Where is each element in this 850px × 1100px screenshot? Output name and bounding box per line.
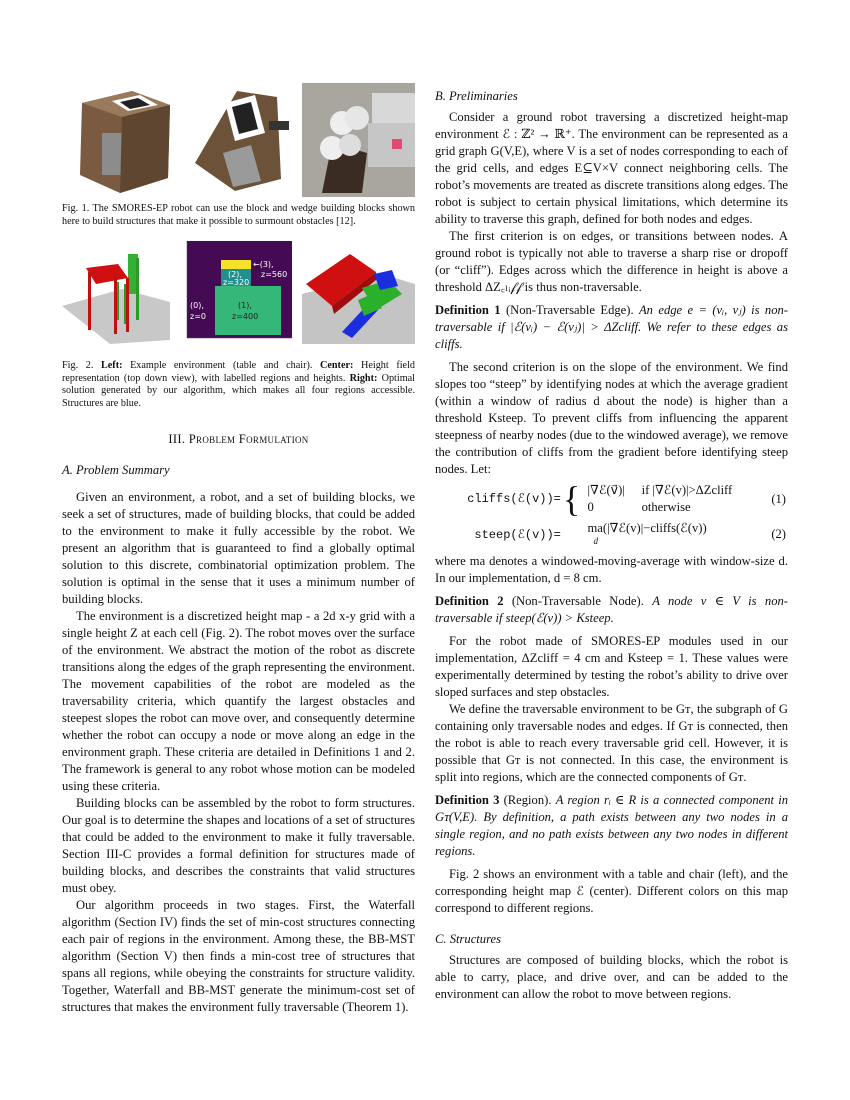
definition-title: (Non-Traversable Node).	[503, 594, 653, 608]
fig2-environment-render	[62, 238, 170, 350]
wedge-image	[185, 83, 297, 197]
paragraph: Structures are composed of building blocks, which the robot is able to carry, place, and drive over, and can be added to the environment can allow the robot to move between regions.	[435, 953, 788, 1001]
paragraph: For the robot made of SMORES-EP modules used in our implementation, ΔZcliff = 4 cm and Ksteep = 1. These values were experimentally determined by testing the robot’s ability to drive over sloped surfaces and step obstacles.	[435, 634, 788, 699]
definition-label: Definition 3	[435, 793, 500, 807]
fig1-images	[62, 83, 415, 197]
paragraph: Fig. 2 shows an environment with a table and chair (left), and the corresponding height map ℰ (center). Different colors on this map correspond to different regions.	[435, 867, 788, 915]
region1-height: z=400	[232, 312, 259, 322]
region0-label: (0),	[190, 301, 204, 311]
paragraph: We define the traversable environment to be Gᴛ, the subgraph of G containing only traversable nodes and edges. If Gᴛ is connected, then the robot is able to reach every traversable grid cell. However, it is possible that Gᴛ is not connected. In this case, the environment is split into regions, which are the connected components of Gᴛ.	[435, 702, 788, 784]
definition-2	[435, 593, 788, 627]
equation-1	[435, 482, 788, 499]
right-column	[435, 88, 788, 1003]
region3-height: z=560	[261, 270, 288, 280]
caption-center-text: Height field representation (top down view), with labelled regions and heights.	[62, 360, 415, 384]
eq2-subscript: d	[593, 536, 599, 546]
fig1-robot-photo	[302, 83, 415, 197]
paragraph: Given an environment, a robot, and a set of building blocks, we seek a set of structures, made of building blocks, that could be added to the environment to make it fully accessible by the robot. We present an algorithm that is guaranteed to find a globally optimal solution to this discrete, combinatorial optimization problem. The solution is optimal in the sense that it uses a minimum number of building blocks.	[62, 489, 415, 606]
fig1-block-photo	[62, 83, 179, 197]
paragraph: The second criterion is on the slope of the environment. We find slopes too “steep” by identifying nodes at which the average gradient (within a window of radius d about the node) is higher than a threshold Ksteep. To prevent cliffs from influencing the apparent steepness of nearby nodes (due to the windowed average), we remove the contribution of cliffs from the gradient before identifying steep nodes. Let:	[435, 360, 788, 476]
caption-right-text: Optimal solution generated by our algorithm, which makes all four regions accessible. Structures are blue.	[62, 372, 415, 409]
fig2-caption	[62, 360, 415, 410]
fig2-images	[62, 238, 415, 350]
region2-label: (2),	[228, 270, 242, 280]
eq1-lhs: cliffs(ℰ(v))=	[467, 492, 561, 506]
caption-right-label: Right:	[349, 372, 378, 384]
region1-label: (1),	[238, 301, 252, 311]
paragraph: Consider a ground robot traversing a discretized height-map environment ℰ : ℤ² → ℝ⁺. The environment can be represented as a grid graph G(V,E), where V is a set of nodes corresponding to each of the grid cells, and edges E⊆V×V connect neighboring cells. The robot’s movements are treated as discrete transitions along edges. The robot is subject to certain physical limitations, which determine its ability to traverse this graph, defined for both nodes and edges.	[435, 110, 788, 226]
eq1-cond1: if |∇ℰ(v)|>ΔZcliff	[641, 483, 733, 497]
definition-3	[435, 792, 788, 860]
eq2-rhs: ma(|∇ℰ(v)|−cliffs(ℰ(v))	[587, 521, 707, 535]
brace: {	[562, 479, 581, 519]
region3-label: ←(3),	[253, 260, 274, 270]
fig1-wedge-photo	[185, 83, 297, 197]
definition-label: Definition 2	[435, 594, 504, 608]
eq2-lhs: steep(ℰ(v))=	[474, 527, 561, 542]
section-heading: III. Problem Formulation	[168, 431, 309, 446]
subsection-structures: C. Structures	[435, 932, 502, 946]
paragraph: Building blocks can be assembled by the robot to form structures. Our goal is to determine the shapes and locations of a set of structures that could be added to the environment to make it fully traversable. Section III-C provides a formal definition for structures made of building blocks, and describes the constraints that valid structures must obey.	[62, 795, 415, 895]
eq1-cond2: otherwise	[641, 500, 691, 514]
solution-image	[302, 238, 415, 350]
subsection-preliminaries: B. Preliminaries	[435, 89, 518, 103]
paragraph: Our algorithm proceeds in two stages. First, the Waterfall algorithm (Section IV) finds the set of min-cost structures connecting each pair of regions in the environment. Among these, the BB-MST algorithm (Section V) then finds a min-cost tree of structures that spans all regions, while obeying the constraints for structure validity. Together, Waterfall and BB-MST generate the minimum-cost set of structures that makes the environment fully traversable (Theorem 1).	[62, 897, 415, 1014]
subsection-problem-summary: A. Problem Summary	[62, 462, 170, 477]
equations	[435, 479, 788, 549]
definition-label: Definition 1	[435, 303, 501, 317]
definition-body: A region rᵢ ∈ R is a connected component in Gᴛ(V,E). By definition, a path exists between any two nodes in a single region, and no path exists between any two nodes in different regions.	[435, 793, 789, 858]
paragraph: The first criterion is on edges, or transitions between nodes. A ground robot is typically not able to traverse a sharp rise or dropoff (or “cliff”). Edges across which the difference in height is above a threshold ΔZ꜀ₗᵢ𝒻𝒻 is thus non-traversable.	[435, 229, 788, 294]
fig2-caption-prefix: Fig. 2.	[62, 360, 101, 372]
eq1-number: (1)	[771, 491, 786, 506]
definition-1	[435, 302, 788, 353]
caption-center-label: Center:	[320, 360, 354, 372]
region2-height: z=320	[223, 278, 250, 288]
caption-left-label: Left:	[100, 360, 123, 372]
definition-title: (Non-Traversable Edge).	[500, 303, 639, 317]
eq1-case1: |∇ℰ(v⃗)|	[587, 483, 625, 497]
paragraph: The environment is a discretized height map - a 2d x-y grid with a single height Z at each cell (Fig. 2). The robot moves over the surface of the environment. We abstract the motion of the robot as discrete transitions along the edges of the graph representing the environment. The movement capabilities of the robot are modeled as the traversability criteria, which quantify the largest obstacles and steepest slopes the robot can move over, and consequently determine whether the robot can occupy a node or move along an edge in the environment graph. These criteria are detailed in Definitions 1 and 2. The framework is general to any robot whose motion can be modeled using these criteria.	[62, 608, 415, 793]
paragraph: where ma denotes a windowed-moving-average with window-size d. In our implementation, d = 8 cm.	[435, 554, 788, 585]
eq2-number: (2)	[771, 527, 786, 541]
table-chair-image	[62, 238, 170, 350]
equation-2	[435, 516, 788, 549]
definition-body: An edge e = (vᵢ, vⱼ) is non-traversable if |ℰ(vᵢ) − ℰ(vⱼ)| > ΔZcliff. We refer to these edges as cliffs.	[435, 303, 788, 351]
region0-height: z=0	[190, 312, 206, 322]
robot-image	[302, 83, 415, 197]
heightmap-plot	[178, 238, 294, 350]
definition-title: (Region).	[499, 793, 556, 807]
block-image	[62, 83, 179, 197]
fig2-heightmap	[178, 238, 294, 350]
eq1-case2: 0	[587, 500, 594, 514]
fig1-caption: Fig. 1. The SMORES-EP robot can use the block and wedge building blocks shown here to build structures that make it possible to surmount obstacles [12].	[62, 203, 415, 227]
left-column	[62, 83, 415, 1016]
fig2-solution-render	[302, 238, 415, 350]
caption-left-text: Example environment (table and chair).	[122, 360, 321, 372]
definition-body: A node v ∈ V is non-traversable if steep(ℰ(v)) > Ksteep.	[435, 594, 788, 625]
